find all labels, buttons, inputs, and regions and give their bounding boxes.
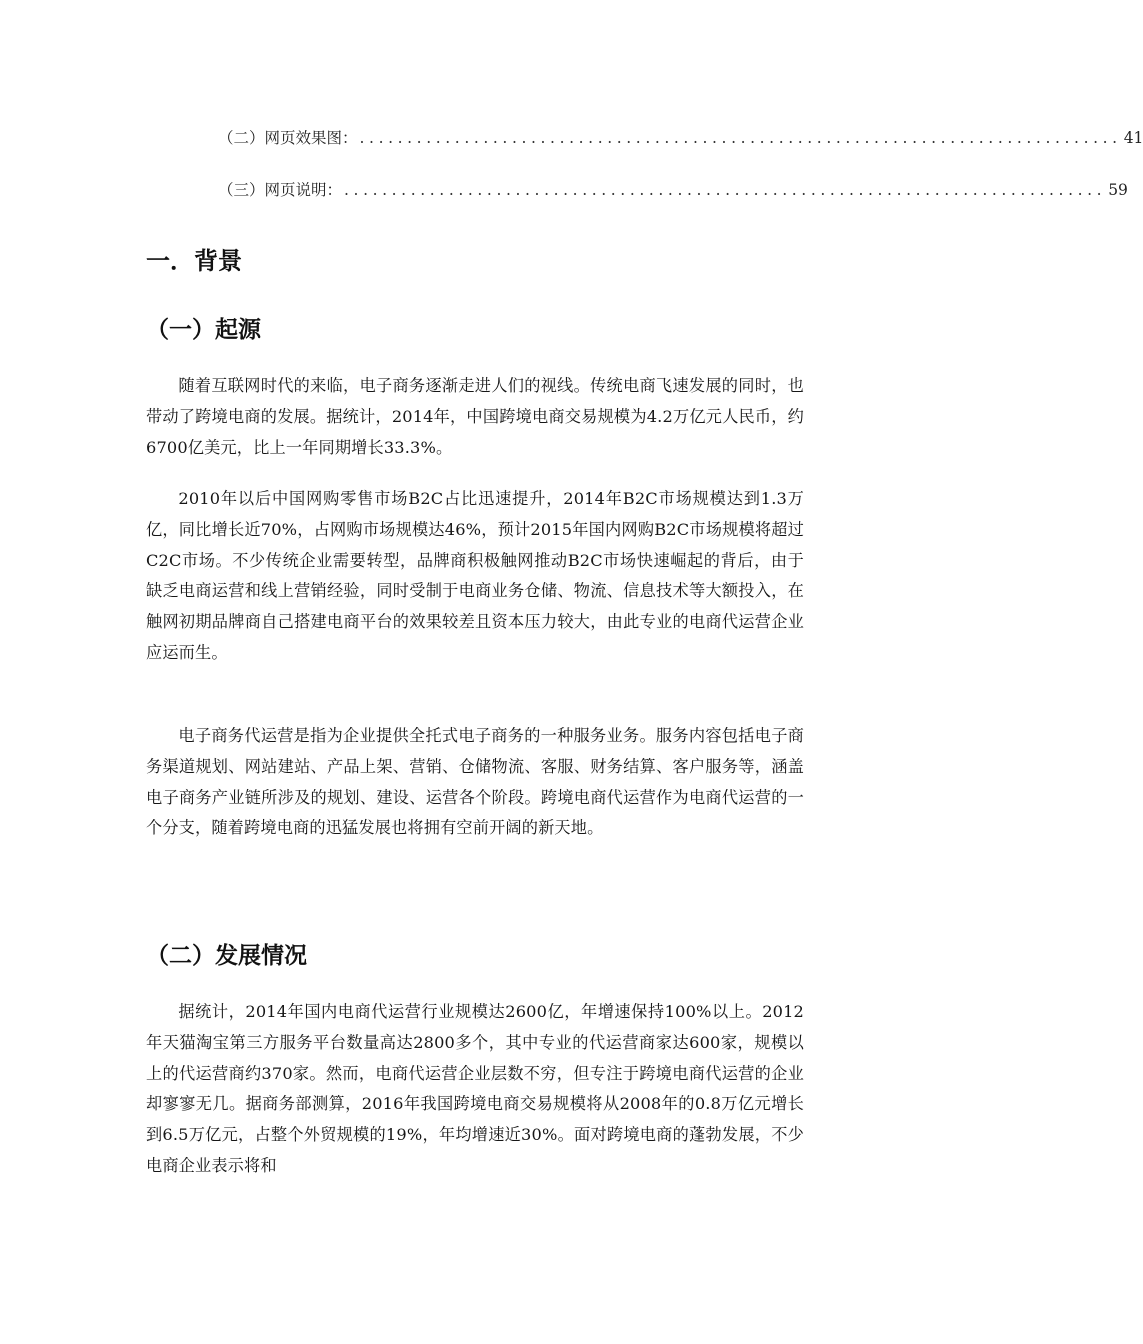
subsection-heading-development: （二）发展情况 bbox=[146, 943, 307, 969]
toc-entry[interactable] bbox=[218, 126, 1143, 150]
subsection-heading-origin: （一）起源 bbox=[146, 317, 261, 343]
toc-entry-page: 41 bbox=[1123, 129, 1143, 147]
toc-entry-page: 59 bbox=[1108, 181, 1128, 199]
paragraph: 电子商务代运营是指为企业提供全托式电子商务的一种服务业务。服务内容包括电子商务渠道规划、网站建站、产品上架、营销、仓储物流、客服、财务结算、客户服务等，涵盖电子商务产业链所涉及的规划、建设、运营各个阶段。跨境电商代运营作为电商代运营的一个分支，随着跨境电商的迅猛发展也将拥有空前开阔的新天地。 bbox=[146, 726, 804, 838]
paragraph: 据统计，2014年国内电商代运营行业规模达2600亿，年增速保持100%以上。2012年天猫淘宝第三方服务平台数量高达2800多个，其中专业的代运营商家达600家，规模以上的代运营商约370家。然而，电商代运营企业层数不穷，但专注于跨境电商代运营的企业却寥寥无几。据商务部测算，2016年我国跨境电商交易规模将从2008年的0.8万亿元增长到6.5万亿元，占整个外贸规模的19%，年均增速近30%。面对跨境电商的蓬勃发展，不少电商企业表示将和 bbox=[146, 1002, 804, 1175]
section-heading-background: 一．背景 bbox=[146, 247, 242, 275]
paragraph: 2010年以后中国网购零售市场B2C占比迅速提升，2014年B2C市场规模达到1.3万亿，同比增长近70%，占网购市场规模达46%，预计2015年国内网购B2C市场规模将超过C2C市场。不少传统企业需要转型，品牌商积极触网推动B2C市场快速崛起的背后，由于缺乏电商运营和线上营销经验，同时受制于电商业务仓储、物流、信息技术等大额投入，在触网初期品牌商自己搭建电商平台的效果较差且资本压力较大，由此专业的电商代运营企业应运而生。 bbox=[146, 489, 804, 662]
paragraph: 随着互联网时代的来临，电子商务逐渐走进人们的视线。传统电商飞速发展的同时，也带动了跨境电商的发展。据统计，2014年，中国跨境电商交易规模为4.2万亿元人民币，约6700亿美元，比上一年同期增长33.3%。 bbox=[146, 376, 804, 457]
toc-entry-title: （二）网页效果图： bbox=[218, 129, 358, 147]
toc-entry[interactable] bbox=[218, 178, 1128, 202]
toc-entry-title: （三）网页说明： bbox=[218, 181, 343, 199]
toc-leader-dots: ................................................................................ bbox=[359, 129, 1122, 147]
toc-leader-dots: ................................................................................ bbox=[344, 181, 1107, 199]
